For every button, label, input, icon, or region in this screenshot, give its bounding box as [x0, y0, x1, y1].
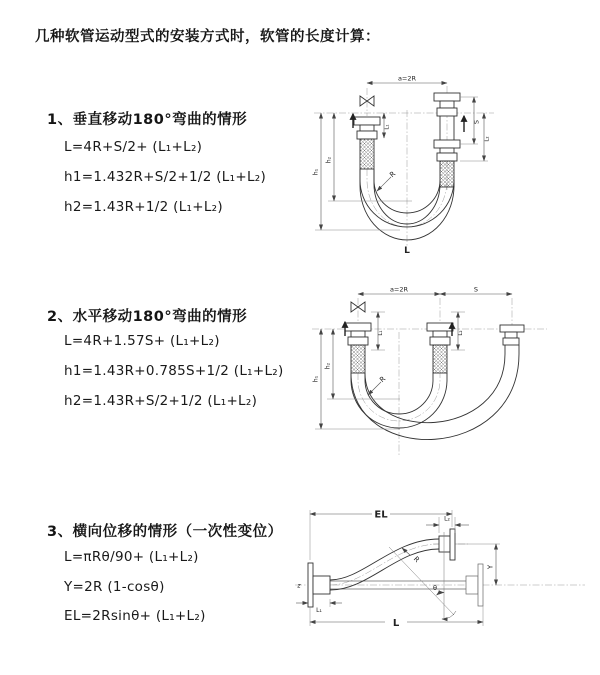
center-lines — [314, 86, 494, 246]
page-title: 几种软管运动型式的安装方式时，软管的长度计算： — [35, 29, 380, 45]
dimension-lines — [296, 510, 500, 626]
braid-section-left — [351, 345, 365, 373]
braid-section-middle — [433, 345, 447, 373]
fitting-left — [354, 117, 380, 139]
label-y: Y — [486, 564, 495, 570]
fitting-right-displaced — [439, 529, 455, 560]
label-span-a2r: a=2R — [397, 74, 417, 83]
diagram-3-labels — [296, 510, 494, 630]
section-1-heading: 1、垂直移动180°弯曲的情形 — [47, 112, 248, 128]
label-span-a2r: a=2R — [389, 285, 409, 294]
label-h2: h₂ — [324, 362, 332, 370]
label-radius-r: R — [411, 555, 421, 565]
fitting-left — [308, 563, 330, 607]
label-h2: h₂ — [325, 156, 333, 164]
label-length-l: L — [392, 618, 400, 629]
label-radius-r: R — [388, 169, 398, 180]
braid-section-left — [360, 139, 374, 169]
diagram-1-labels — [313, 75, 491, 257]
fitting-right-upper — [434, 93, 460, 116]
section-3-formula-y: Y=2R (1-cosθ) — [64, 579, 165, 595]
fitting-right-original — [466, 564, 483, 606]
label-l2: L₂ — [444, 515, 450, 523]
section-2-formula-h1: h1=1.43R+0.785S+1/2 (L₁+L₂) — [64, 363, 284, 379]
section-1-formula-h1: h1=1.432R+S/2+1/2 (L₁+L₂) — [64, 169, 267, 185]
section-2-formula-h2: h2=1.43R+S/2+1/2 (L₁+L₂) — [64, 393, 258, 409]
section-2-formula-l: L=4R+1.57S+ (L₁+L₂) — [64, 333, 220, 349]
section-1-formula-h2: h2=1.43R+1/2 (L₁+L₂) — [64, 199, 223, 215]
label-travel-s: S — [472, 119, 481, 125]
label-travel-s: S — [473, 285, 479, 294]
fitting-left — [345, 323, 371, 345]
section-1-formula-l: L=4R+S/2+ (L₁+L₂) — [64, 139, 203, 155]
label-radius-r: R — [378, 374, 388, 385]
section-3-heading: 3、横向位移的情形（一次性变位） — [47, 524, 283, 540]
label-l1: L₁ — [378, 330, 384, 336]
hose-geometry — [345, 302, 524, 440]
center-lines — [312, 298, 547, 455]
label-l1: L₁ — [384, 124, 391, 130]
label-el: EL — [374, 509, 388, 521]
section-2-heading: 2、水平移动180°弯曲的情形 — [47, 309, 248, 325]
braid-section-right — [440, 161, 454, 187]
dimension-lines — [312, 83, 488, 230]
label-z-mark: z — [297, 582, 301, 590]
diagram-2-labels — [313, 286, 479, 385]
label-h1: h₁ — [312, 375, 320, 383]
fitting-right-lower — [434, 140, 460, 161]
label-h1: h₁ — [312, 168, 320, 176]
label-l2: L₂ — [484, 136, 491, 142]
section-3-formula-el: EL=2Rsinθ+ (L₁+L₂) — [64, 608, 206, 624]
section-3-formula-l: L=πRθ/90+ (L₁+L₂) — [64, 549, 199, 565]
label-l1: L₁ — [316, 607, 322, 614]
fitting-right-moved — [500, 325, 524, 345]
diagram-vertical-180-bend — [312, 70, 564, 260]
diagram-horizontal-180-bend — [312, 282, 574, 460]
dimension-lines — [312, 294, 512, 429]
hose-geometry — [308, 529, 455, 607]
fitting-middle — [427, 323, 453, 345]
diagram-lateral-displacement — [293, 500, 595, 645]
label-l2: L₂ — [458, 330, 464, 336]
label-theta: θ — [433, 584, 437, 592]
label-length-l: L — [404, 246, 410, 256]
